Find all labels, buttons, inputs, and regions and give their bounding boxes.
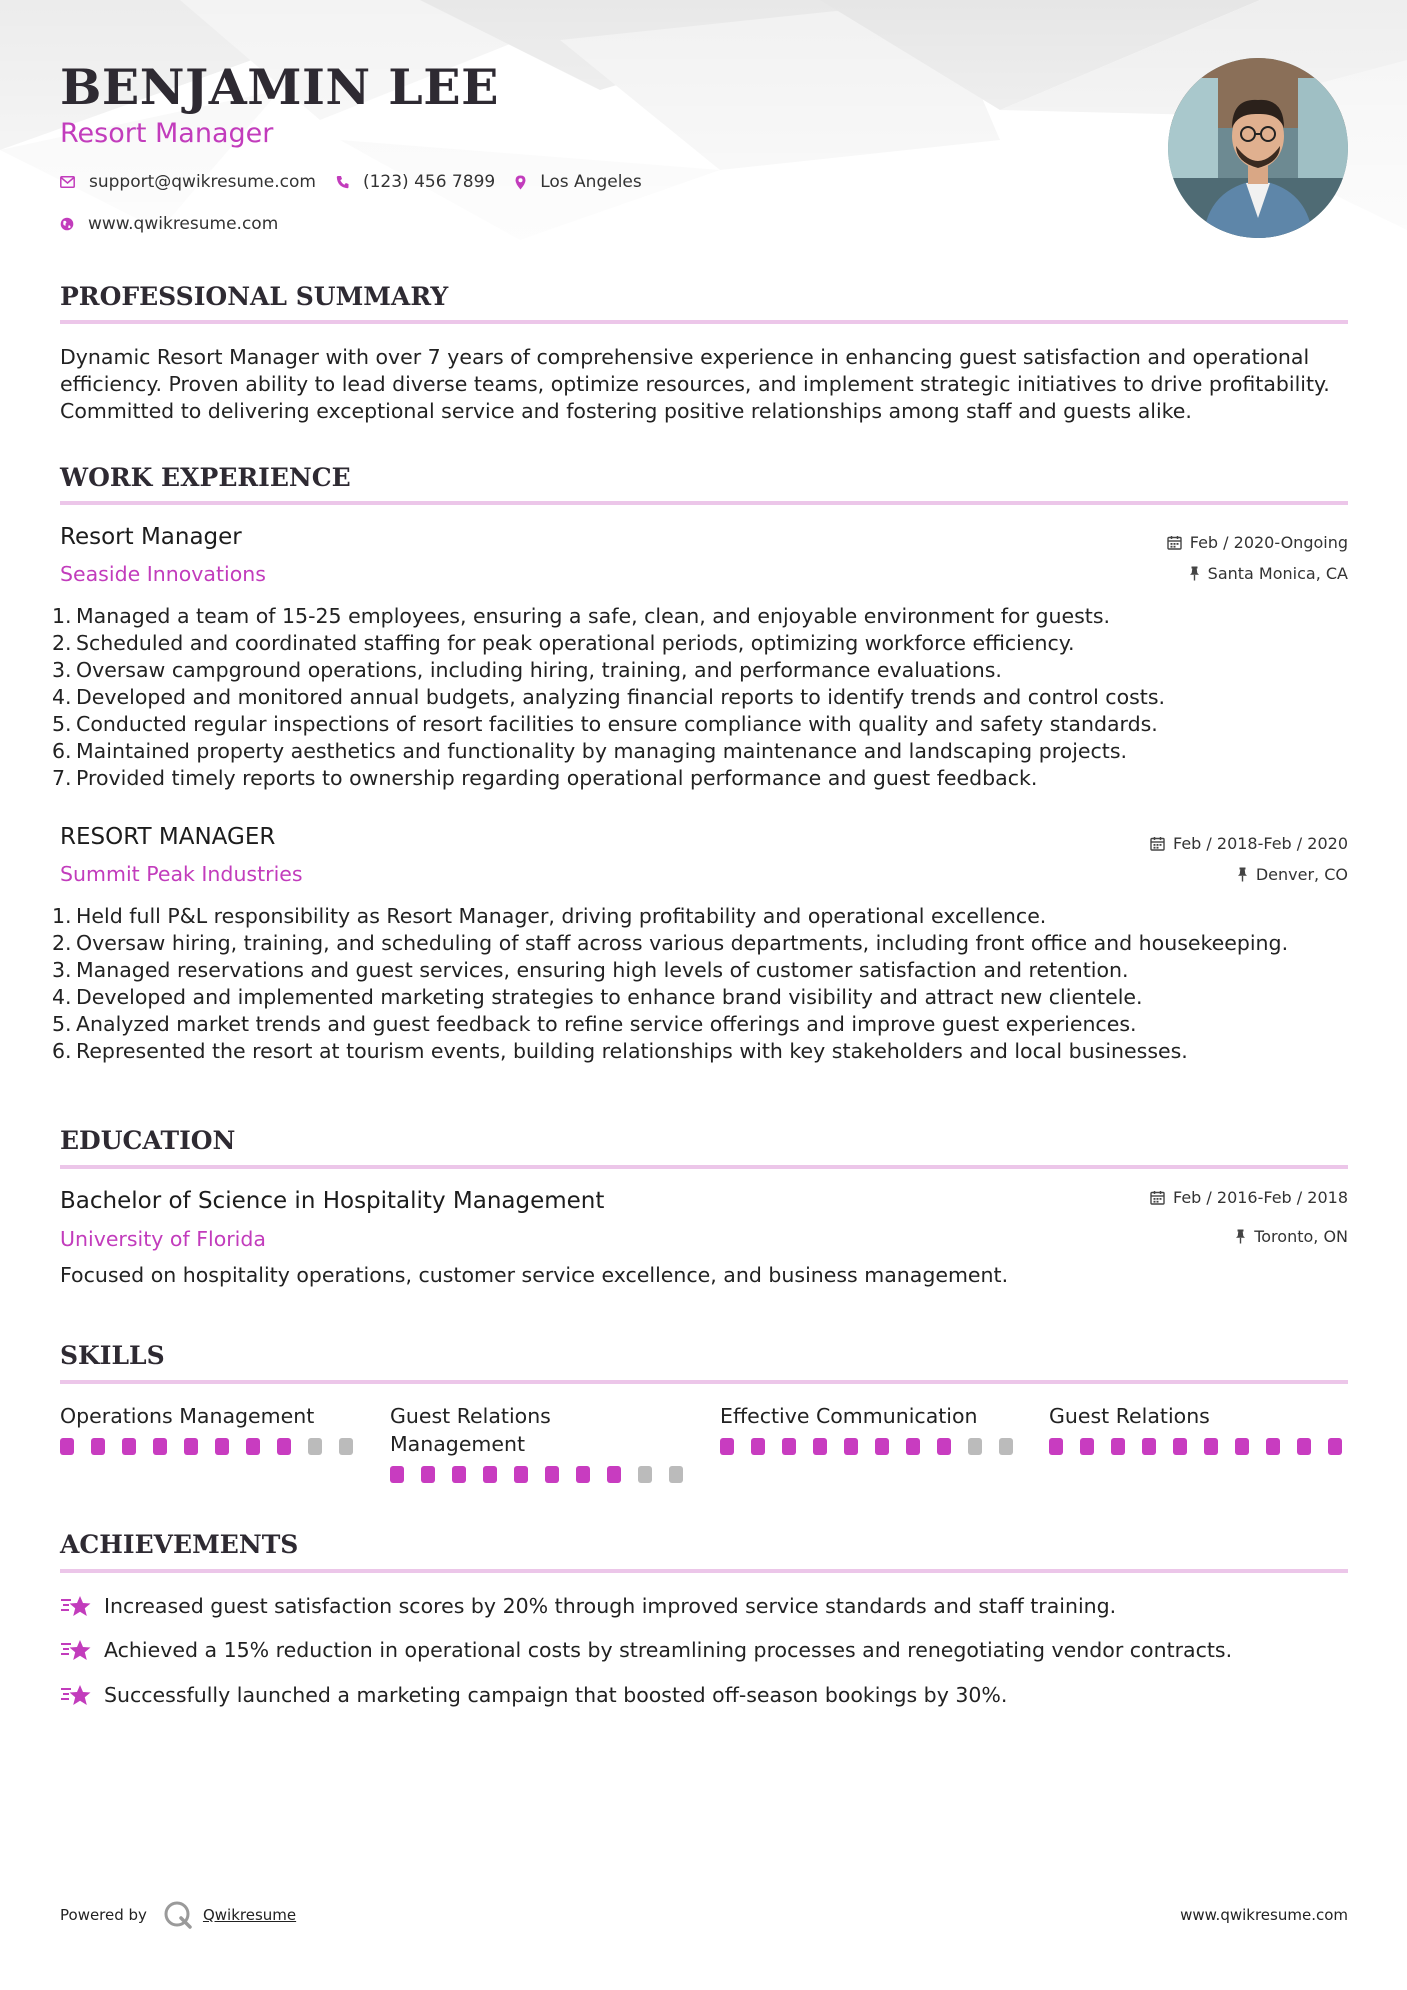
achievement-item <box>60 1637 1232 1663</box>
education-dates-text: Feb / 2016-Feb / 2018 <box>1173 1188 1348 1207</box>
skill-dot-filled <box>1328 1438 1342 1455</box>
location-text: Los Angeles <box>540 172 642 192</box>
skill-dot-filled <box>514 1466 528 1483</box>
skill-rating <box>60 1438 370 1455</box>
job-company: Seaside Innovations <box>60 562 266 586</box>
skill-item <box>60 1402 370 1455</box>
achievements-divider <box>60 1569 1348 1573</box>
skill-dot-empty <box>308 1438 322 1455</box>
skill-dot-filled <box>215 1438 229 1455</box>
skill-name: Guest Relations <box>1049 1404 1210 1428</box>
achievement-text: Achieved a 15% reduction in operational costs by streamlining processes and renegotiating vendor contracts. <box>104 1638 1233 1662</box>
summary-text: Dynamic Resort Manager with over 7 years of comprehensive experience in enhancing guest satisfaction and operational efficiency. Proven ability to lead diverse teams, optimize resources, and implement strategic initiatives to drive profitability. Committed to delivering exceptional service and fostering positive relationships among staff and guests alike. <box>60 345 1330 423</box>
skill-dot-empty <box>999 1438 1013 1455</box>
achievement-item <box>60 1682 1007 1708</box>
skill-dot-filled <box>1266 1438 1280 1455</box>
footer-powered-by <box>60 1900 296 1930</box>
job-location <box>1237 865 1348 884</box>
contact-phone[interactable] <box>336 172 495 192</box>
skill-dot-filled <box>1235 1438 1249 1455</box>
skill-dot-filled <box>153 1438 167 1455</box>
profile-photo <box>1168 58 1348 238</box>
skill-dot-filled <box>277 1438 291 1455</box>
list-item: 5. Analyzed market trends and guest feedback to refine service offerings and improve guest experiences. <box>52 1012 1137 1036</box>
skill-rating <box>390 1466 700 1483</box>
job-dates <box>1167 533 1348 552</box>
contact-row <box>60 172 662 192</box>
skill-dot-filled <box>421 1466 435 1483</box>
experience-heading: WORK EXPERIENCE <box>60 463 351 492</box>
skill-item <box>720 1402 1030 1455</box>
education-location-text: Toronto, ON <box>1254 1227 1348 1246</box>
list-item: 3. Managed reservations and guest services, ensuring high levels of customer satisfaction and retention. <box>52 958 1129 982</box>
skill-dot-filled <box>906 1438 920 1455</box>
list-item: 2. Oversaw hiring, training, and scheduling of staff across various departments, including front office and housekeeping. <box>52 931 1289 955</box>
pushpin-icon <box>1237 867 1248 882</box>
star-icon <box>60 1637 92 1663</box>
list-item: 1. Managed a team of 15-25 employees, ensuring a safe, clean, and enjoyable environment for guests. <box>52 604 1111 628</box>
list-item: 6. Maintained property aesthetics and functionality by managing maintenance and landscaping projects. <box>52 739 1128 763</box>
list-item: 6. Represented the resort at tourism events, building relationships with key stakeholders and local businesses. <box>52 1039 1188 1063</box>
achievement-item <box>60 1593 1116 1619</box>
job-title: RESORT MANAGER <box>60 824 276 850</box>
qwikresume-link[interactable]: Qwikresume <box>202 1906 297 1924</box>
skills-heading: SKILLS <box>60 1341 165 1370</box>
skill-dot-filled <box>813 1438 827 1455</box>
skill-dot-filled <box>607 1466 621 1483</box>
skills-divider <box>60 1380 1348 1384</box>
candidate-name: BENJAMIN LEE <box>60 58 499 116</box>
skill-dot-filled <box>720 1438 734 1455</box>
contact-row-2 <box>60 214 298 234</box>
education-school: University of Florida <box>60 1227 266 1251</box>
education-divider <box>60 1165 1348 1169</box>
candidate-title: Resort Manager <box>60 118 274 149</box>
footer-website[interactable]: www.qwikresume.com <box>1180 1906 1348 1924</box>
job-dates <box>1150 834 1348 853</box>
calendar-icon <box>1167 535 1182 550</box>
envelope-icon <box>60 176 75 188</box>
skill-dot-filled <box>390 1466 404 1483</box>
skill-item <box>390 1402 700 1483</box>
education-dates <box>1150 1188 1348 1207</box>
skill-dot-filled <box>1173 1438 1187 1455</box>
skill-item <box>1049 1402 1359 1455</box>
job-title: Resort Manager <box>60 524 242 550</box>
qwikresume-logo-icon <box>163 1900 193 1930</box>
achievements-heading: ACHIEVEMENTS <box>60 1530 299 1559</box>
skill-dot-filled <box>875 1438 889 1455</box>
skill-rating <box>1049 1438 1359 1455</box>
calendar-icon <box>1150 1190 1165 1205</box>
skill-dot-empty <box>638 1466 652 1483</box>
skill-name: Effective Communication <box>720 1404 978 1428</box>
skill-dot-filled <box>782 1438 796 1455</box>
skill-dot-filled <box>937 1438 951 1455</box>
job-duties-list <box>52 603 1348 792</box>
achievement-text: Increased guest satisfaction scores by 20% through improved service standards and staff training. <box>104 1594 1117 1618</box>
globe-icon <box>60 217 74 231</box>
skill-dot-filled <box>452 1466 466 1483</box>
summary-heading: PROFESSIONAL SUMMARY <box>60 282 449 311</box>
job-dates-text: Feb / 2018-Feb / 2020 <box>1173 834 1348 853</box>
education-degree: Bachelor of Science in Hospitality Management <box>60 1188 605 1214</box>
list-item: 3. Oversaw campground operations, including hiring, training, and performance evaluations. <box>52 658 1002 682</box>
skill-dot-filled <box>1111 1438 1125 1455</box>
skill-dot-empty <box>968 1438 982 1455</box>
person-portrait-icon <box>1168 58 1348 238</box>
education-location <box>1235 1227 1348 1246</box>
skill-dot-filled <box>1142 1438 1156 1455</box>
skill-dot-filled <box>91 1438 105 1455</box>
star-icon <box>60 1593 92 1619</box>
powered-by-label: Powered by <box>60 1906 147 1924</box>
skill-dot-empty <box>339 1438 353 1455</box>
map-pin-icon <box>515 175 526 190</box>
list-item: 7. Provided timely reports to ownership regarding operational performance and guest feedback. <box>52 766 1038 790</box>
achievement-text: Successfully launched a marketing campaign that boosted off-season bookings by 30%. <box>104 1683 1008 1707</box>
skill-dot-filled <box>246 1438 260 1455</box>
pushpin-icon <box>1189 566 1200 581</box>
contact-website[interactable] <box>60 214 278 234</box>
skill-dot-filled <box>122 1438 136 1455</box>
job-dates-text: Feb / 2020-Ongoing <box>1189 533 1348 552</box>
skill-dot-filled <box>545 1466 559 1483</box>
list-item: 5. Conducted regular inspections of resort facilities to ensure compliance with quality and safety standards. <box>52 712 1158 736</box>
skill-name: Guest Relations Management <box>390 1404 551 1456</box>
education-description: Focused on hospitality operations, customer service excellence, and business management. <box>60 1263 1009 1287</box>
job-location-text: Denver, CO <box>1255 865 1348 884</box>
job-location <box>1189 564 1348 583</box>
phone-text: (123) 456 7899 <box>362 172 496 192</box>
skill-dot-empty <box>669 1466 683 1483</box>
skill-dot-filled <box>1080 1438 1094 1455</box>
job-location-text: Santa Monica, CA <box>1207 564 1348 583</box>
experience-divider <box>60 501 1348 505</box>
list-item: 1. Held full P&L responsibility as Resort Manager, driving profitability and operational excellence. <box>52 904 1047 928</box>
skill-dot-filled <box>1297 1438 1311 1455</box>
contact-location <box>515 172 642 192</box>
phone-icon <box>336 175 349 189</box>
skill-name: Operations Management <box>60 1404 315 1428</box>
skill-rating <box>720 1438 1030 1455</box>
list-item: 4. Developed and monitored annual budgets, analyzing financial reports to identify trends and control costs. <box>52 685 1166 709</box>
job-company: Summit Peak Industries <box>60 862 303 886</box>
skill-dot-filled <box>844 1438 858 1455</box>
pushpin-icon <box>1235 1229 1246 1244</box>
star-icon <box>60 1682 92 1708</box>
skill-dot-filled <box>184 1438 198 1455</box>
contact-email[interactable] <box>60 172 316 192</box>
skill-dot-filled <box>1049 1438 1063 1455</box>
job-duties-list <box>52 903 1348 1065</box>
email-text: support@qwikresume.com <box>89 172 316 192</box>
skill-dot-filled <box>751 1438 765 1455</box>
list-item: 2. Scheduled and coordinated staffing for peak operational periods, optimizing workforce efficiency. <box>52 631 1075 655</box>
skill-dot-filled <box>483 1466 497 1483</box>
skill-dot-filled <box>60 1438 74 1455</box>
education-heading: EDUCATION <box>60 1126 236 1155</box>
list-item: 4. Developed and implemented marketing strategies to enhance brand visibility and attract new clientele. <box>52 985 1143 1009</box>
skill-dot-filled <box>576 1466 590 1483</box>
skill-dot-filled <box>1204 1438 1218 1455</box>
website-text: www.qwikresume.com <box>88 214 279 234</box>
calendar-icon <box>1150 836 1165 851</box>
summary-divider <box>60 320 1348 324</box>
